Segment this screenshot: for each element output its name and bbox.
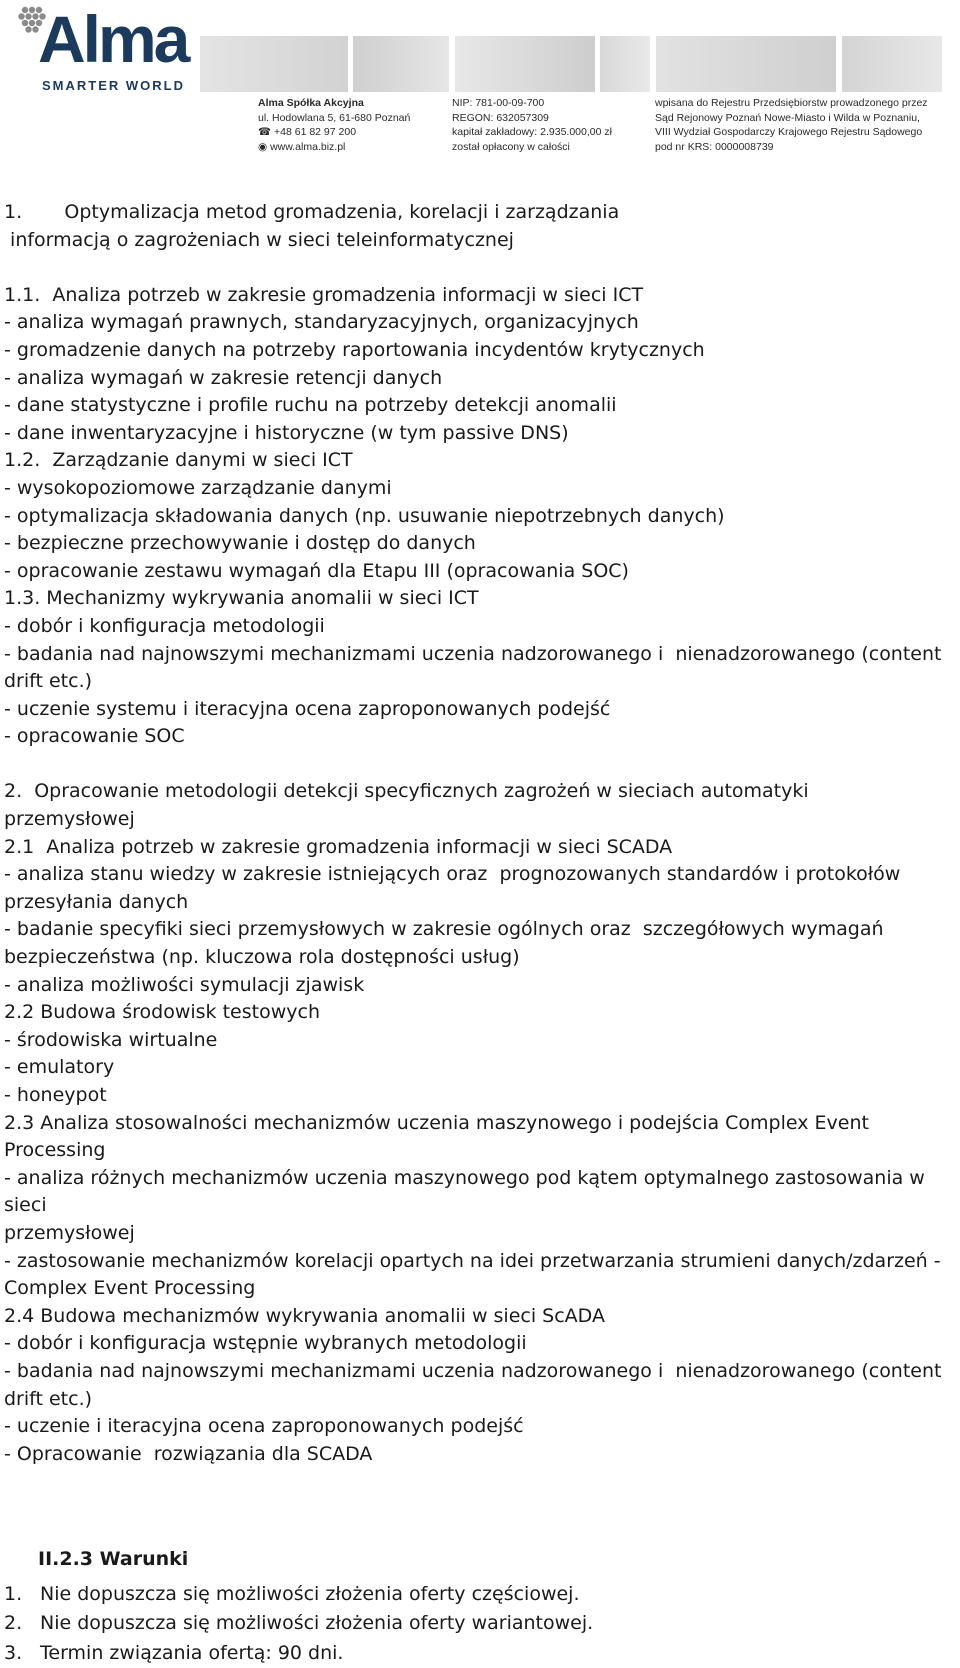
list-item (4, 1580, 944, 1610)
text-line: - zastosowanie mechanizmów korelacji opartych na idei przetwarzania strumieni danych/zdarzeń - (4, 1248, 944, 1276)
spacer (4, 254, 944, 282)
text-line: - analiza stanu wiedzy w zakresie istniejących oraz prognozowanych standardów i protokołów (4, 861, 944, 889)
text-line: - środowiska wirtualne (4, 1027, 944, 1055)
company-address: ul. Hodowlana 5, 61-680 Poznań (258, 111, 410, 126)
text-line: informacją o zagrożeniach w sieci teleinformatycznej (4, 227, 944, 255)
conditions-list (4, 1580, 944, 1668)
logo-tagline: SMARTER WORLD (42, 78, 185, 93)
text-line: 2.1 Analiza potrzeb w zakresie gromadzenia informacji w sieci SCADA (4, 834, 944, 862)
text-line: drift etc.) (4, 1386, 944, 1414)
text-line: przesyłania danych (4, 889, 944, 917)
list-number: 3. (4, 1639, 40, 1668)
header-band (455, 36, 595, 92)
list-number: 2. (4, 1609, 40, 1639)
text-line: - badanie specyfiki sieci przemysłowych w zakresie ogólnych oraz szczegółowych wymagań (4, 916, 944, 944)
text-line: drift etc.) (4, 668, 944, 696)
text-line: 2.2 Budowa środowisk testowych (4, 999, 944, 1027)
section-heading: II.2.3 Warunki (4, 1546, 944, 1574)
task-1-heading (4, 199, 944, 254)
list-text: Nie dopuszcza się możliwości złożenia oferty wariantowej. (40, 1609, 593, 1639)
capital-paid-line: został opłacony w całości (452, 140, 612, 155)
text-line: - optymalizacja składowania danych (np. usuwanie niepotrzebnych danych) (4, 503, 944, 531)
letterhead (0, 0, 960, 165)
text-line: 2.4 Budowa mechanizmów wykrywania anomalii w sieci ScADA (4, 1303, 944, 1331)
list-number: 1. (4, 1580, 40, 1610)
text-line: - uczenie i iteracyjna ocena zaproponowanych podejść (4, 1413, 944, 1441)
text-line: 1.1. Analiza potrzeb w zakresie gromadzenia informacji w sieci ICT (4, 282, 944, 310)
registry-line: VIII Wydział Gospodarczy Krajowego Rejestru Sądowego (655, 125, 928, 140)
company-name: Alma Spółka Akcyjna (258, 96, 410, 111)
phone-icon: ☎ (258, 126, 274, 138)
company-registration (452, 96, 612, 154)
list-text: Termin związania ofertą: 90 dni. (40, 1639, 343, 1668)
text-line: 1.3. Mechanizmy wykrywania anomalii w sieci ICT (4, 585, 944, 613)
spacer (4, 751, 944, 779)
spacer (4, 1468, 944, 1518)
text-line: - dobór i konfiguracja metodologii (4, 613, 944, 641)
text-line: - badania nad najnowszymi mechanizmami uczenia nadzorowanego i nienadzorowanego (content (4, 641, 944, 669)
nip-line: NIP: 781-00-09-700 (452, 96, 612, 111)
text-line: - bezpieczne przechowywanie i dostęp do danych (4, 530, 944, 558)
header-band (842, 36, 942, 92)
task-1-details (4, 282, 944, 751)
company-info (258, 96, 410, 154)
globe-icon: ◉ (258, 141, 270, 153)
header-band (656, 36, 836, 92)
text-line: bezpieczeństwa (np. kluczowa rola dostępności usług) (4, 944, 944, 972)
text-line: przemysłowej (4, 1220, 944, 1248)
text-line: - Opracowanie rozwiązania dla SCADA (4, 1441, 944, 1469)
company-website[interactable]: ◉ www.alma.biz.pl (258, 140, 410, 155)
court-registry (655, 96, 928, 154)
text-line: - gromadzenie danych na potrzeby raportowania incydentów krytycznych (4, 337, 944, 365)
task-2-details (4, 778, 944, 1468)
text-line: - analiza wymagań w zakresie retencji danych (4, 365, 944, 393)
text-line: Complex Event Processing (4, 1275, 944, 1303)
text-line: 1.2. Zarządzanie danymi w sieci ICT (4, 447, 944, 475)
capital-line: kapitał zakładowy: 2.935.000,00 zł (452, 125, 612, 140)
document-body (4, 199, 944, 1668)
text-line: - analiza wymagań prawnych, standaryzacyjnych, organizacyjnych (4, 309, 944, 337)
list-item (4, 1609, 944, 1639)
text-line: 2.3 Analiza stosowalności mechanizmów uczenia maszynowego i podejścia Complex Event Processing (4, 1110, 944, 1165)
header-band (600, 36, 650, 92)
text-line: - emulatory (4, 1054, 944, 1082)
text-line: - opracowanie zestawu wymagań dla Etapu III (opracowania SOC) (4, 558, 944, 586)
text-line: - analiza możliwości symulacji zjawisk (4, 972, 944, 1000)
regon-line: REGON: 632057309 (452, 111, 612, 126)
text-line: - honeypot (4, 1082, 944, 1110)
text-line: - opracowanie SOC (4, 723, 944, 751)
logo-wordmark: Alma (38, 6, 187, 72)
text-line: - badania nad najnowszymi mechanizmami uczenia nadzorowanego i nienadzorowanego (content (4, 1358, 944, 1386)
text-line: 2. Opracowanie metodologii detekcji specyficznych zagrożeń w sieciach automatyki przemysłowej (4, 778, 944, 833)
text-line: - wysokopoziomowe zarządzanie danymi (4, 475, 944, 503)
spacer (4, 1518, 944, 1546)
text-line: - uczenie systemu i iteracyjna ocena zaproponowanych podejść (4, 696, 944, 724)
header-band (353, 36, 449, 92)
text-line: - dane inwentaryzacyjne i historyczne (w tym passive DNS) (4, 420, 944, 448)
registry-line: Sąd Rejonowy Poznań Nowe-Miasto i Wilda w Poznaniu, (655, 111, 928, 126)
header-band (200, 36, 348, 92)
text-line: - dane statystyczne i profile ruchu na potrzeby detekcji anomalii (4, 392, 944, 420)
text-line: - analiza różnych mechanizmów uczenia maszynowego pod kątem optymalnego zastosowania w sieci (4, 1165, 944, 1220)
text-line: 1. Optymalizacja metod gromadzenia, korelacji i zarządzania (4, 199, 944, 227)
registry-line: pod nr KRS: 0000008739 (655, 140, 928, 155)
list-text: Nie dopuszcza się możliwości złożenia oferty częściowej. (40, 1580, 580, 1610)
list-item (4, 1639, 944, 1668)
registry-line: wpisana do Rejestru Przedsiębiorstw prowadzonego przez (655, 96, 928, 111)
company-phone: ☎ +48 61 82 97 200 (258, 125, 410, 140)
text-line: - dobór i konfiguracja wstępnie wybranych metodologii (4, 1330, 944, 1358)
